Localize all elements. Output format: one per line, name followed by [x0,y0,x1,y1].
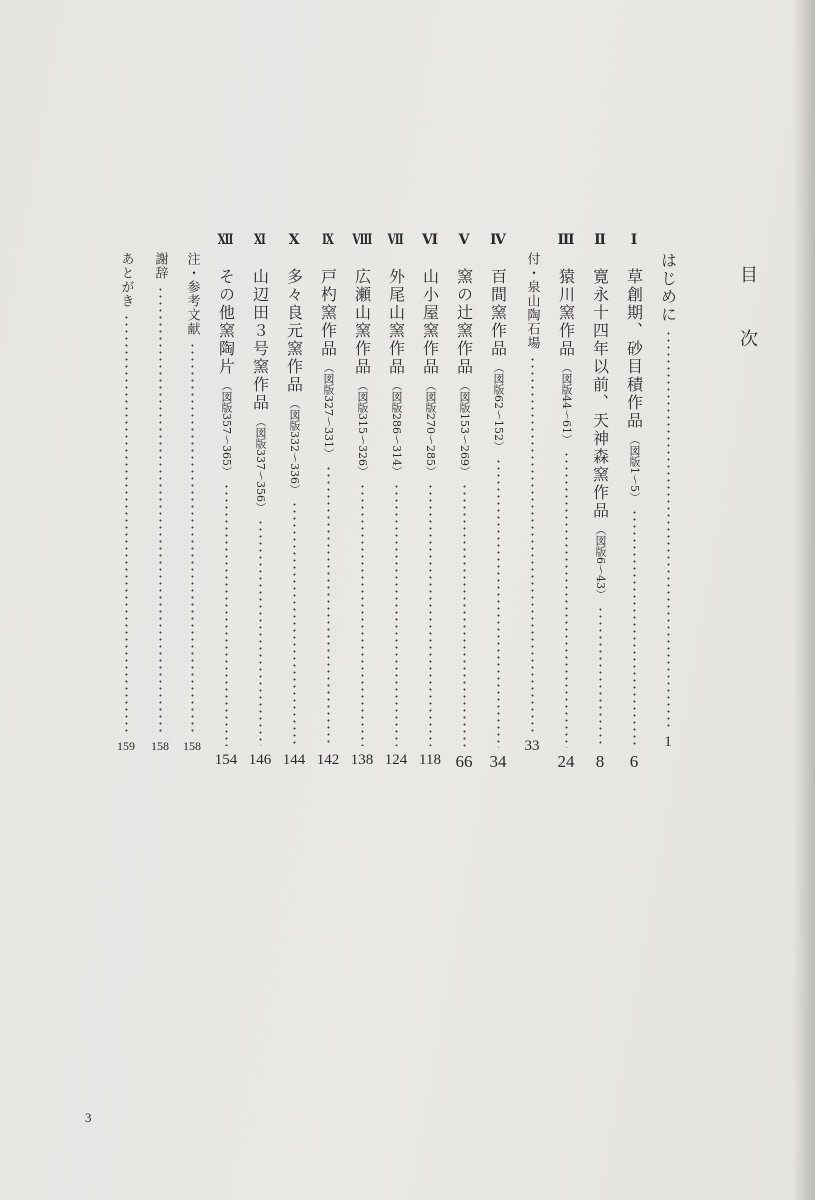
toc-entry [486,230,510,772]
toc-page-number: 33 [524,738,540,754]
toc-page-number: 66 [455,752,473,771]
dot-leader [531,356,534,732]
plate-reference: （図版44〜61） [560,362,573,445]
toc-page-number: 138 [350,752,374,768]
toc-page-number: 144 [282,752,306,768]
chapter-title: あとがき [118,252,134,308]
chapter-numeral: Ⅳ [490,233,506,248]
toc-entry [248,230,272,770]
plate-reference: （図版357〜365） [220,380,233,477]
toc-page-number: 146 [248,752,272,768]
toc-page-number: 154 [214,752,238,768]
dot-leader [667,330,670,728]
dot-leader [125,314,128,732]
plate-reference: （図版1〜5） [628,434,641,503]
chapter-numeral: Ⅸ [322,233,334,248]
chapter-title: 戸杓窯作品 [318,268,338,358]
chapter-title: 寛永十四年以前、天神森窯作品 [590,268,610,520]
dot-leader [327,465,330,746]
dot-leader [259,519,262,746]
dot-leader [633,509,636,748]
chapter-numeral: Ⅶ [387,233,405,248]
dot-leader [191,342,194,732]
toc-page-number: 24 [557,752,575,771]
chapter-numeral: Ⅹ [288,233,300,248]
chapter-numeral: Ⅲ [557,233,575,248]
chapter-numeral: Ⅰ [630,233,638,248]
chapter-title: 広瀬山窯作品 [352,268,372,376]
chapter-numeral: Ⅻ [218,233,234,248]
dot-leader [361,483,364,746]
toc-entry [588,230,612,772]
plate-reference: （図版153〜269） [458,380,471,477]
chapter-numeral: Ⅷ [352,233,372,248]
plate-reference: （図版286〜314） [390,380,403,477]
chapter-numeral: Ⅴ [458,233,470,248]
chapter-title: 窯の辻窯作品 [454,268,474,376]
toc-entry [148,252,172,756]
dot-leader [395,483,398,746]
toc-entry [520,252,544,756]
toc-entry [384,230,408,770]
toc-page-number: 158 [183,739,201,753]
toc-entry [180,252,204,756]
chapter-numeral: Ⅺ [254,233,266,248]
chapter-title: 山辺田３号窯作品 [250,268,270,412]
toc-entry [316,230,340,770]
plate-reference: （図版337〜356） [254,416,267,513]
toc-entry [656,252,680,752]
toc-entry [350,230,374,770]
toc-title: 目次 [737,265,758,393]
toc-page-number: 118 [419,752,441,768]
plate-reference: （図版332〜336） [288,398,301,495]
plate-reference: （図版270〜285） [424,380,437,477]
plate-reference: （図版6〜43） [594,524,607,600]
toc-page-number: 34 [489,752,507,771]
chapter-title: 山小屋窯作品 [420,268,440,376]
dot-leader [293,501,296,746]
dot-leader [463,483,466,748]
page-edge-shadow [793,0,815,1200]
toc-page-number: 6 [629,752,639,771]
toc-page-number: 159 [117,739,135,753]
plate-reference: （図版315〜326） [356,380,369,477]
chapter-title: 外尾山窯作品 [386,268,406,376]
chapter-title: はじめに [658,252,678,324]
toc-entry [452,230,476,772]
toc-entry [554,230,578,772]
chapter-title: 百間窯作品 [488,268,508,358]
chapter-numeral: Ⅵ [421,233,439,248]
toc-page-number: 1 [664,734,672,750]
toc-page-number: 124 [384,752,408,768]
dot-leader [429,483,432,746]
chapter-title: 注・参考文献 [184,252,200,336]
chapter-title: 草創期、砂目積作品 [624,268,644,430]
plate-reference: （図版327〜331） [322,362,335,459]
toc-entry [282,230,306,770]
toc-page-number: 8 [595,752,605,771]
chapter-title: 付・泉山陶石場 [524,252,540,350]
chapter-title: その他窯陶片 [216,268,236,376]
toc-entry [622,230,646,772]
chapter-title: 謝辞 [152,252,168,280]
toc-entry [214,230,238,770]
dot-leader [497,458,500,748]
toc-entry [418,230,442,770]
toc-page-number: 142 [316,752,340,768]
toc-entry [114,252,138,756]
chapter-title: 多々良元窯作品 [284,268,304,394]
plate-reference: （図版62〜152） [492,362,505,452]
dot-leader [565,451,568,748]
dot-leader [599,606,602,748]
chapter-title: 猿川窯作品 [556,268,576,358]
page-number: 3 [85,1110,92,1125]
chapter-numeral: Ⅱ [594,233,606,248]
dot-leader [225,483,228,746]
dot-leader [159,286,162,732]
toc-page-number: 158 [151,739,169,753]
